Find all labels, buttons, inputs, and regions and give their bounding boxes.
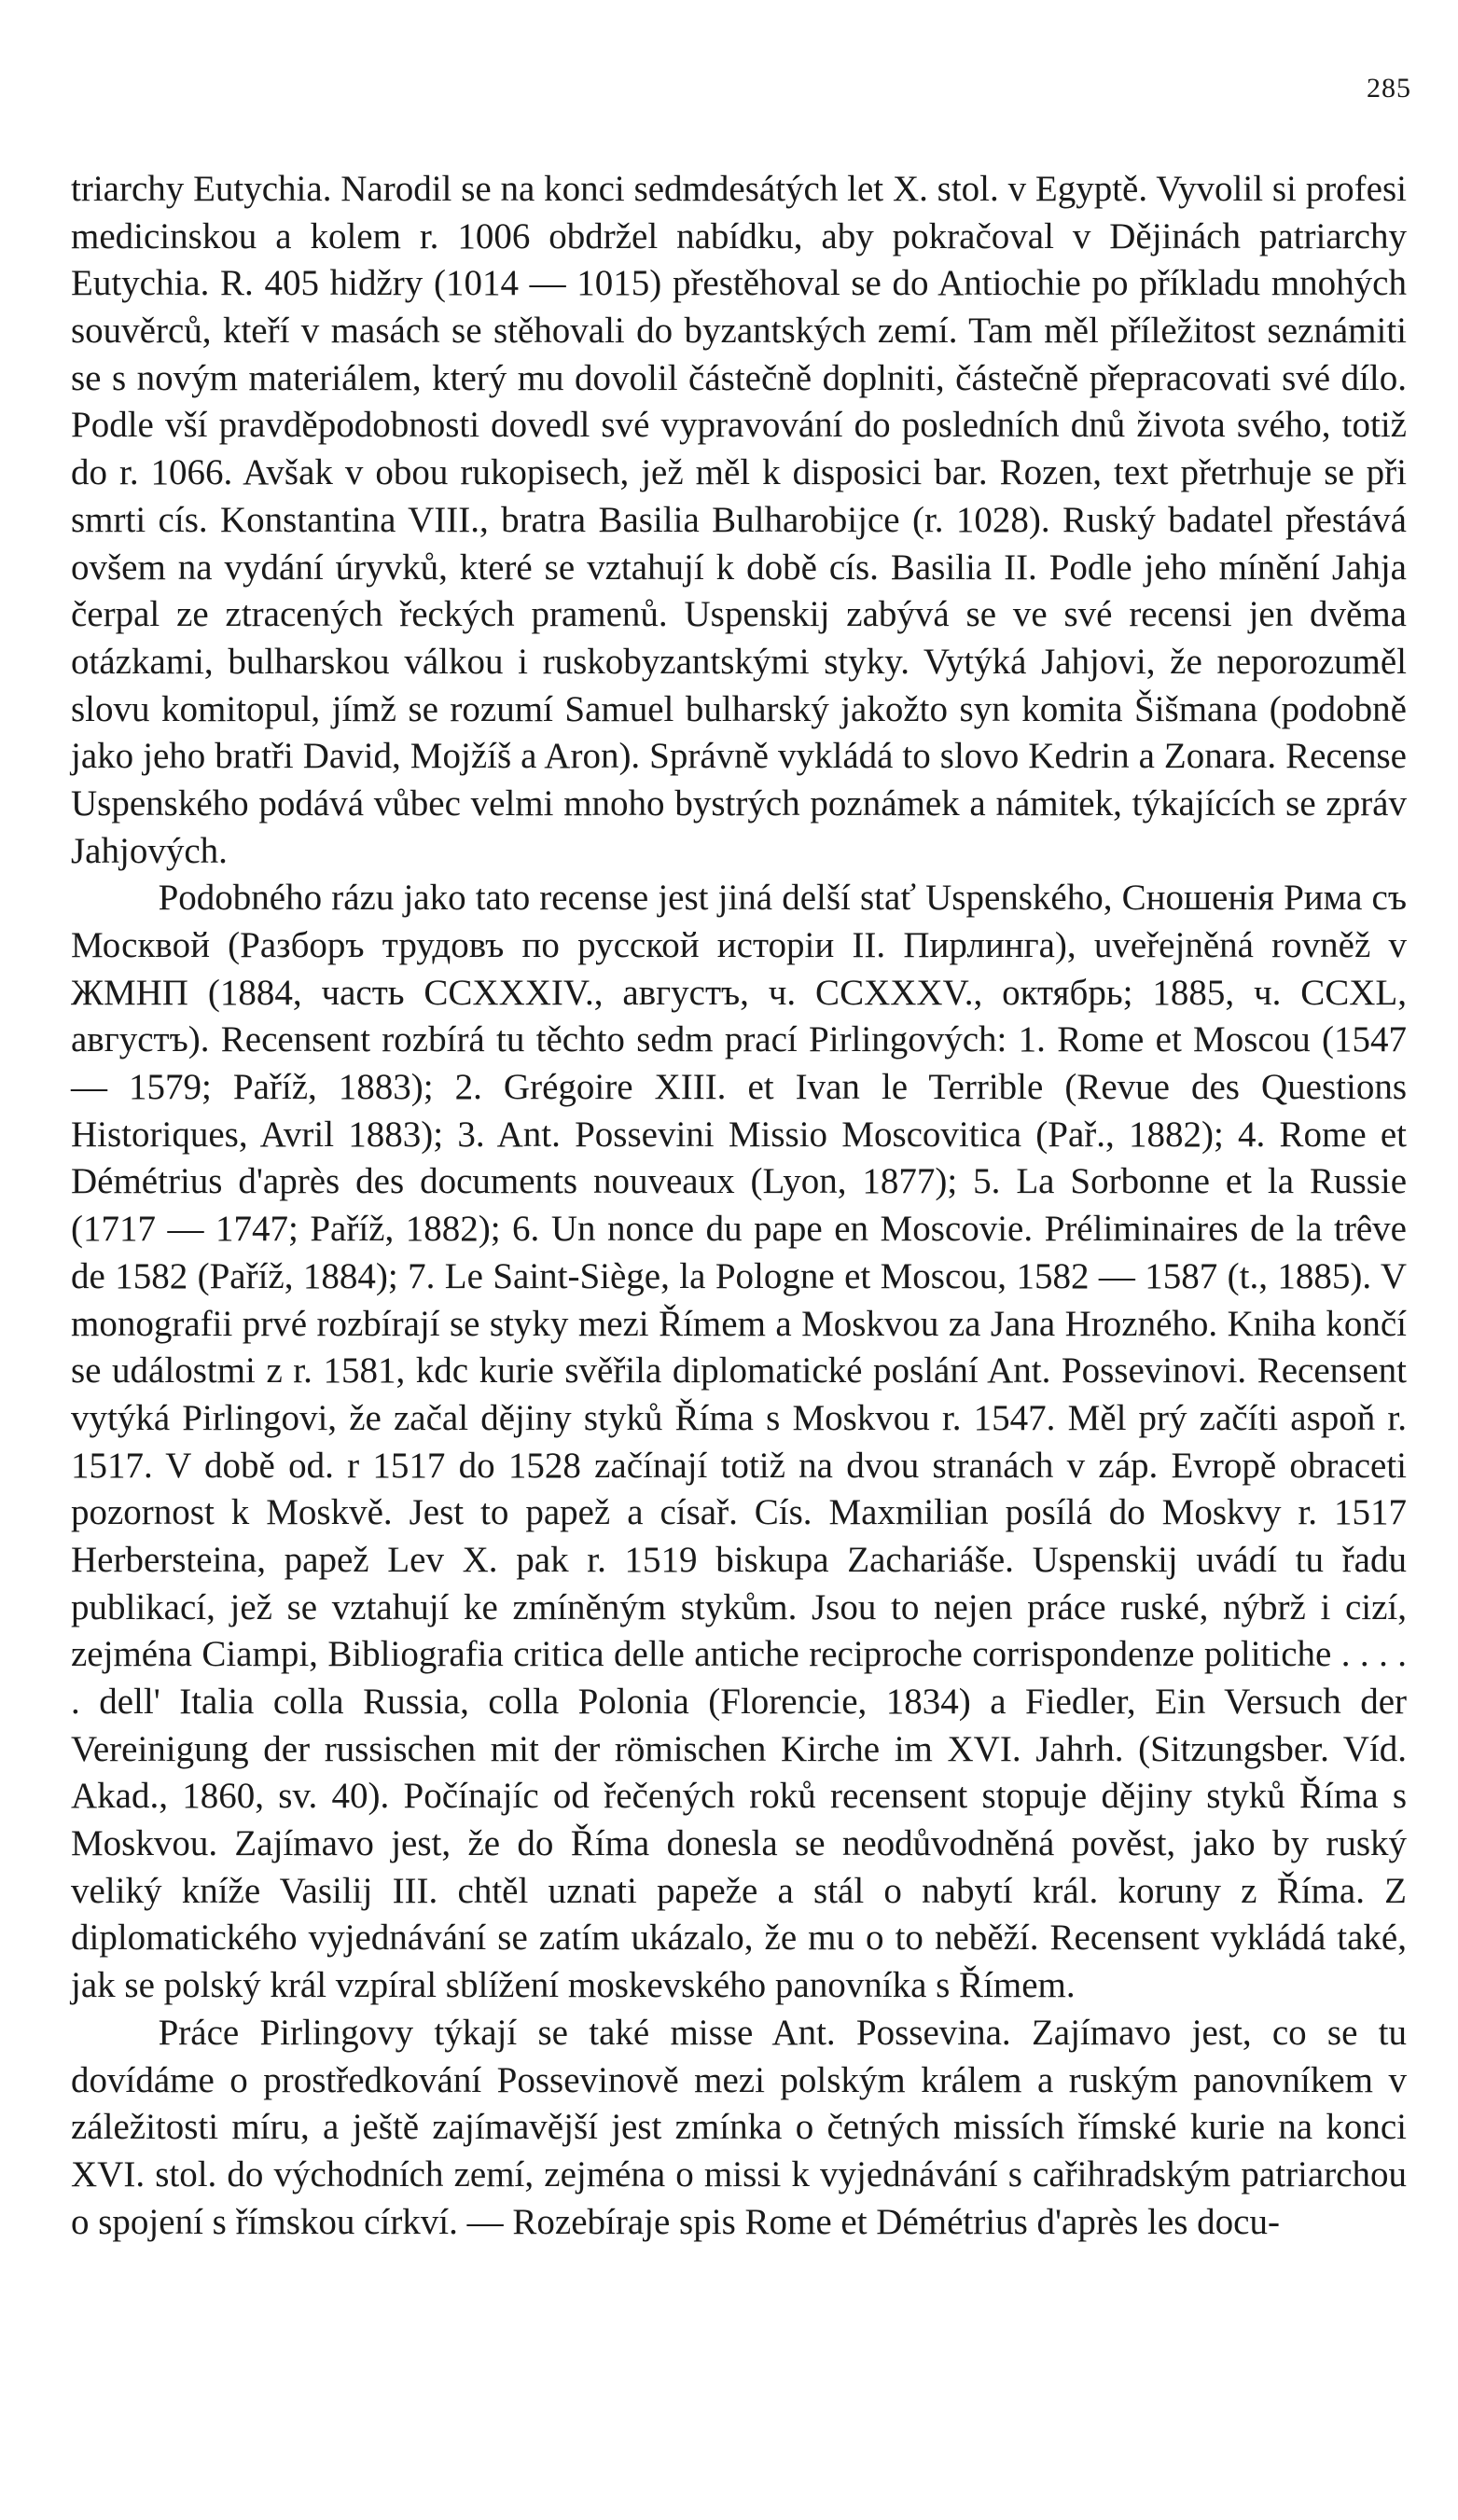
- paragraph-3: Práce Pirlingovy týkají se také misse Ant. Possevina. Zajímavo jest, co se tu dovídáme o prostředkování Possevinově mezi polským králem a ruským panovníkem v záležitosti míru, a ještě zajímavější jest zmínka o četných missích římské kurie na konci XVI. stol. do východních zemí, zejména o missi k vyjednávání s cařihradským patriarchou o spojení s římskou církví. — Rozebíraje spis Rome et Démétrius d'après les docu-: [71, 2012, 1407, 2242]
- paragraph-2: Podobného rázu jako tato recense jest jiná delší stať Uspenského, Сношенія Рима съ Москвой (Разборъ трудовъ по русской исторіи II. Пирлинга), uveřejněná rovněž v ЖМНП (1884, часть CCXXXIV., августъ, ч. CCXXXV., октябрь; 1885, ч. CCXL, августъ). Recensent rozbírá tu těchto sedm prací Pirlingových: 1. Rome et Moscou (1547 — 1579; Paříž, 1883); 2. Grégoire XIII. et Ivan le Terrible (Revue des Questions Historiques, Avril 1883); 3. Ant. Possevini Missio Moscovitica (Pař., 1882); 4. Rome et Démétrius d'après des documents nouveaux (Lyon, 1877); 5. La Sorbonne et la Russie (1717 — 1747; Paříž, 1882); 6. Un nonce du pape en Moscovie. Préliminaires de la trêve de 1582 (Paříž, 1884); 7. Le Saint-Siège, la Pologne et Moscou, 1582 — 1587 (t., 1885). V monografii prvé rozbírají se styky mezi Římem a Moskvou za Jana Hrozného. Kniha končí se událostmi z r. 1581, kdc kurie svěřila diplomatické poslání Ant. Possevinovi. Recensent vytýká Pirlingovi, že začal dějiny styků Říma s Moskvou r. 1547. Měl prý začíti aspoň r. 1517. V době od. r 1517 do 1528 začínají totiž na dvou stranách v záp. Evropě obraceti pozornost k Moskvě. Jest to papež a císař. Cís. Maxmilian posílá do Moskvy r. 1517 Herbersteina, papež Lev X. pak r. 1519 biskupa Zachariáše. Uspenskij uvádí tu řadu publikací, jež se vztahují ke zmíněným stykům. Jsou to nejen práce ruské, nýbrž i cizí, zejména Ciampi, Bibliografia critica delle antiche reciproche corrispondenze politiche . . . . . dell' Italia colla Russia, colla Polonia (Florencie, 1834) a Fiedler, Ein Versuch der Vereinigung der russischen mit der römischen Kirche im XVI. Jahrh. (Sitzungsber. Víd. Akad., 1860, sv. 40). Počínajíc od řečených roků recensent stopuje dějiny styků Říma s Moskvou. Zajímavo jest, že do Říma donesla se neodůvodněná pověst, jako by ruský veliký kníže Vasilij III. chtěl uznati papeže a stál o nabytí král. koruny z Říma. Z diplomatického vyjednávání se zatím ukázalo, že mu o to neběží. Recensent vykládá také, jak se polský král vzpíral sblížení moskevského panovníka s Římem.: [71, 878, 1407, 2006]
- page-number: 285: [1367, 73, 1411, 104]
- body-text: [71, 166, 1407, 2246]
- paragraph-1: triarchy Eutychia. Narodil se na konci sedmdesátých let X. stol. v Egyptě. Vyvolil si profesi medicinskou a kolem r. 1006 obdržel nabídku, aby pokračoval v Dějinách patriarchy Eutychia. R. 405 hidžry (1014 — 1015) přestěhoval se do Antiochie po příkladu mnohých souvěrců, kteří v masách se stěhovali do byzantských zemí. Tam měl příležitost seznámiti se s novým materiálem, který mu dovolil částečně doplniti, částečně přepracovati své dílo. Podle vší pravděpodobnosti dovedl své vypravování do posledních dnů života svého, totiž do r. 1066. Avšak v obou rukopisech, jež měl k disposici bar. Rozen, text přetrhuje se při smrti cís. Konstantina VIII., bratra Basilia Bulharobijce (r. 1028). Ruský badatel přestává ovšem na vydání úryvků, které se vztahují k době cís. Basilia II. Podle jeho mínění Jahja čerpal ze ztracených řeckých pramenů. Uspenskij zabývá se ve své recensi jen dvěma otázkami, bulharskou válkou i ruskobyzantskými styky. Vytýká Jahjovi, že neporozuměl slovu komitopul, jímž se rozumí Samuel bulharský jakožto syn komita Šišmana (podobně jako jeho bratři David, Mojžíš a Aron). Správně vykládá to slovo Kedrin a Zonara. Recense Uspenského podává vůbec velmi mnoho bystrých poznámek a námitek, týkajících se zpráv Jahjových.: [71, 169, 1407, 871]
